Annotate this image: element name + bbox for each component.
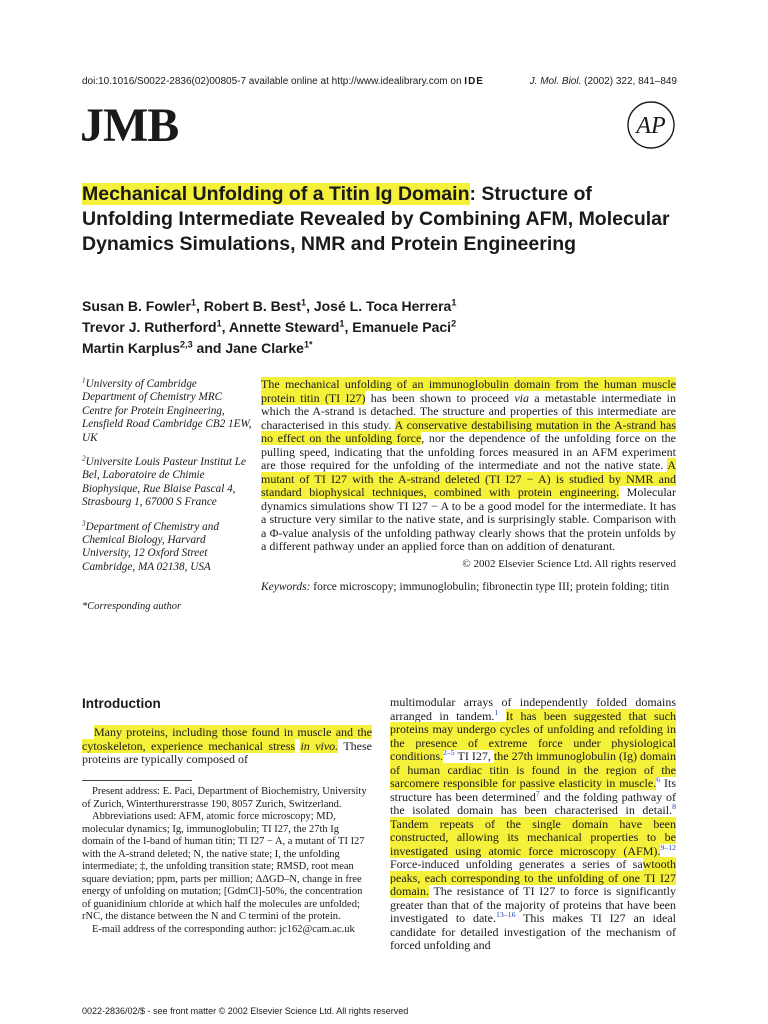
introduction-left-column: Many proteins, including those found in muscle and the cytoskeleton, experience mechanical stress in vivo. These proteins are typically composed of [82, 725, 373, 766]
intro-text-segment: Tandem repeats of the single domain have been constructed, allowing its mechanical properties to be investigated using atomic force microscopy (AFM). [390, 816, 676, 858]
intro-text-segment: the 27th immunoglobulin (Ig) domain of human cardiac titin is found in the region of the sarcomere responsible for passive elasticity in muscle. [390, 749, 677, 790]
intro-text-segment: It has been suggested that such proteins may undergo cycles of unfolding and refolding in the presence of extreme force under physiological conditions. [390, 708, 677, 763]
intro-text-segment: Its structure has been determined [390, 776, 677, 804]
intro-text-segment: multimodular arrays of independently folded domains arranged in tandem. [390, 695, 676, 723]
abstract [261, 378, 676, 594]
journal-logo: JMB [80, 99, 179, 152]
citation-ref: 13–16 [495, 910, 516, 919]
intro-text-segment: The resistance of TI I27 to force is significantly greater than that of the majority of proteins that have been investigated to date. [390, 884, 676, 925]
intro-text-segment [498, 709, 505, 723]
intro-text-segment: Force-induced unfolding generates a series of sa [390, 857, 643, 871]
abstract-copyright: © 2002 Elsevier Science Ltd. All rights reserved [462, 557, 676, 570]
publisher-logo-icon [626, 100, 676, 150]
citation-ref: 7 [535, 788, 540, 798]
page-footer: 0022-2836/02/$ - see front matter © 2002 Elsevier Science Ltd. All rights reserved [82, 1006, 409, 1016]
citation-ref: 2–5 [443, 748, 455, 757]
author-list [82, 296, 682, 359]
title-highlighted: Mechanical Unfolding of a Titin Ig Domain [82, 183, 470, 205]
introduction-heading: Introduction [82, 696, 161, 711]
header-doi-line [82, 76, 677, 87]
affiliation-2: $^2$Universite Louis Pasteur Institut Le Bel, Laboratoire de Chimie Biophysique, Rue Blaise Pascal 4, Strasbourg 1, 67000 S France [82, 454, 246, 509]
article-title [82, 182, 682, 257]
footnote-abbreviations: Abbreviations used: AFM, atomic force microscopy; MD, molecular dynamics; Ig, immunoglobulin; TI I27, the 27th Ig domain of the I-band of human titin; TI I27 − A, a mutant of TI I27 with the A-strand deleted; N, the native state; I, the unfolding intermediate; ‡, the unfolding transition state; RMSD, root mean square deviation; ppm, parts per million; ΔΔGD–N, change in free energy of unfolding on mutation; [GdmCl]-50%, the concentration of guanidinium chloride at which half the molecules are unfolded; rNC, the distance between the N and C termini of the protein. [82, 811, 365, 922]
affiliation-1: $^1$University of Cambridge Department of Chemistry MRC Centre for Protein Engineering, Lensfield Road Cambridge CB2 1EW, UK [82, 376, 252, 444]
footnotes [82, 786, 372, 936]
publisher-logo-text: AP [636, 113, 666, 139]
title-rest: : Structure of Unfolding Intermediate Revealed by Combining AFM, Molecular Dynamics Simulations, NMR and Protein Engineering [82, 183, 670, 255]
affiliation-3: $^3$Department of Chemistry and Chemical Biology, Harvard University, 12 Oxford Street Cambridge, MA 02138, USA [82, 518, 219, 573]
author-line-3: Martin Karplus$^{2,3}$ and Jane Clarke$^{1*}$ [82, 339, 313, 356]
author-line-2: Trevor J. Rutherford$^1$, Annette Steward$^1$, Emanuele Paci$^2$ [82, 318, 457, 335]
footnote-present-address: Present address: E. Paci, Department of Biochemistry, University of Zurich, Winterthurerstrasse 190, 8057 Zurich, Switzerland. [82, 786, 367, 810]
intro-text-segment: This makes TI I27 an ideal candidate for detailed investigation of the mechanism of forced unfolding and [390, 911, 676, 952]
footnote-email: E-mail address of the corresponding author: jc162@cam.ac.uk [92, 923, 355, 935]
corresponding-author-note: *Corresponding author [82, 601, 182, 613]
citation: J. Mol. Biol. (2002) 322, 841–849 [529, 76, 677, 87]
citation-ref: 9–12 [660, 842, 676, 852]
citation-ref: 6 [656, 775, 661, 784]
keywords: Keywords: force microscopy; immunoglobulin; fibronectin type III; protein folding; titin [261, 581, 670, 593]
intro-text-segment: and the folding pathway of the isolated domain has been characterised in detail. [390, 789, 676, 817]
citation-ref: 1 [494, 707, 499, 717]
author-line-1: Susan B. Fowler$^1$, Robert B. Best$^1$, José L. Toca Herrera$^1$ [82, 297, 457, 314]
citation-ref: 8 [672, 802, 676, 811]
affiliations [82, 378, 252, 625]
ideal-logo: IDE [464, 76, 484, 87]
footnote-divider [82, 780, 192, 781]
abstract-text: The mechanical unfolding of an immunoglobulin domain from the human muscle protein titin (TI I27) has been shown to proceed via a metastable intermediate in which the A-strand is detached. The structure and properties of this intermediate are characterised in this study. A conservative destabilising mutation in the A-strand has no effect on the unfolding force, nor the dependence of the unfolding force on the pulling speed, indicating that the unfolding forces measured in an AFM experiment are those required for the unfolding of the intermediate and not the native state. A mutant of TI I27 with the A-strand deleted (TI I27 − A) is studied by NMR and standard biophysical techniques, combined with protein engineering. Molecular dynamics simulations show TI I27 − A to be a good model for the intermediate. It has a structure very similar to the native state, and is surprisingly stable. Comparison with a Φ-value analysis of the unfolding pathway clearly shows that the protein unfolds by a different pathway under an applied force than on addition of denaturant. [261, 377, 676, 553]
doi-text: doi:10.1016/S0022-2836(02)00805-7 available online at http://www.idealibrary.com on [82, 76, 462, 87]
introduction-right-column [390, 696, 676, 953]
intro-text-segment: wtooth peaks, each corresponding to the unfolding of one TI I27 domain. [390, 857, 676, 898]
intro-text-segment: TI I27, [454, 749, 494, 763]
